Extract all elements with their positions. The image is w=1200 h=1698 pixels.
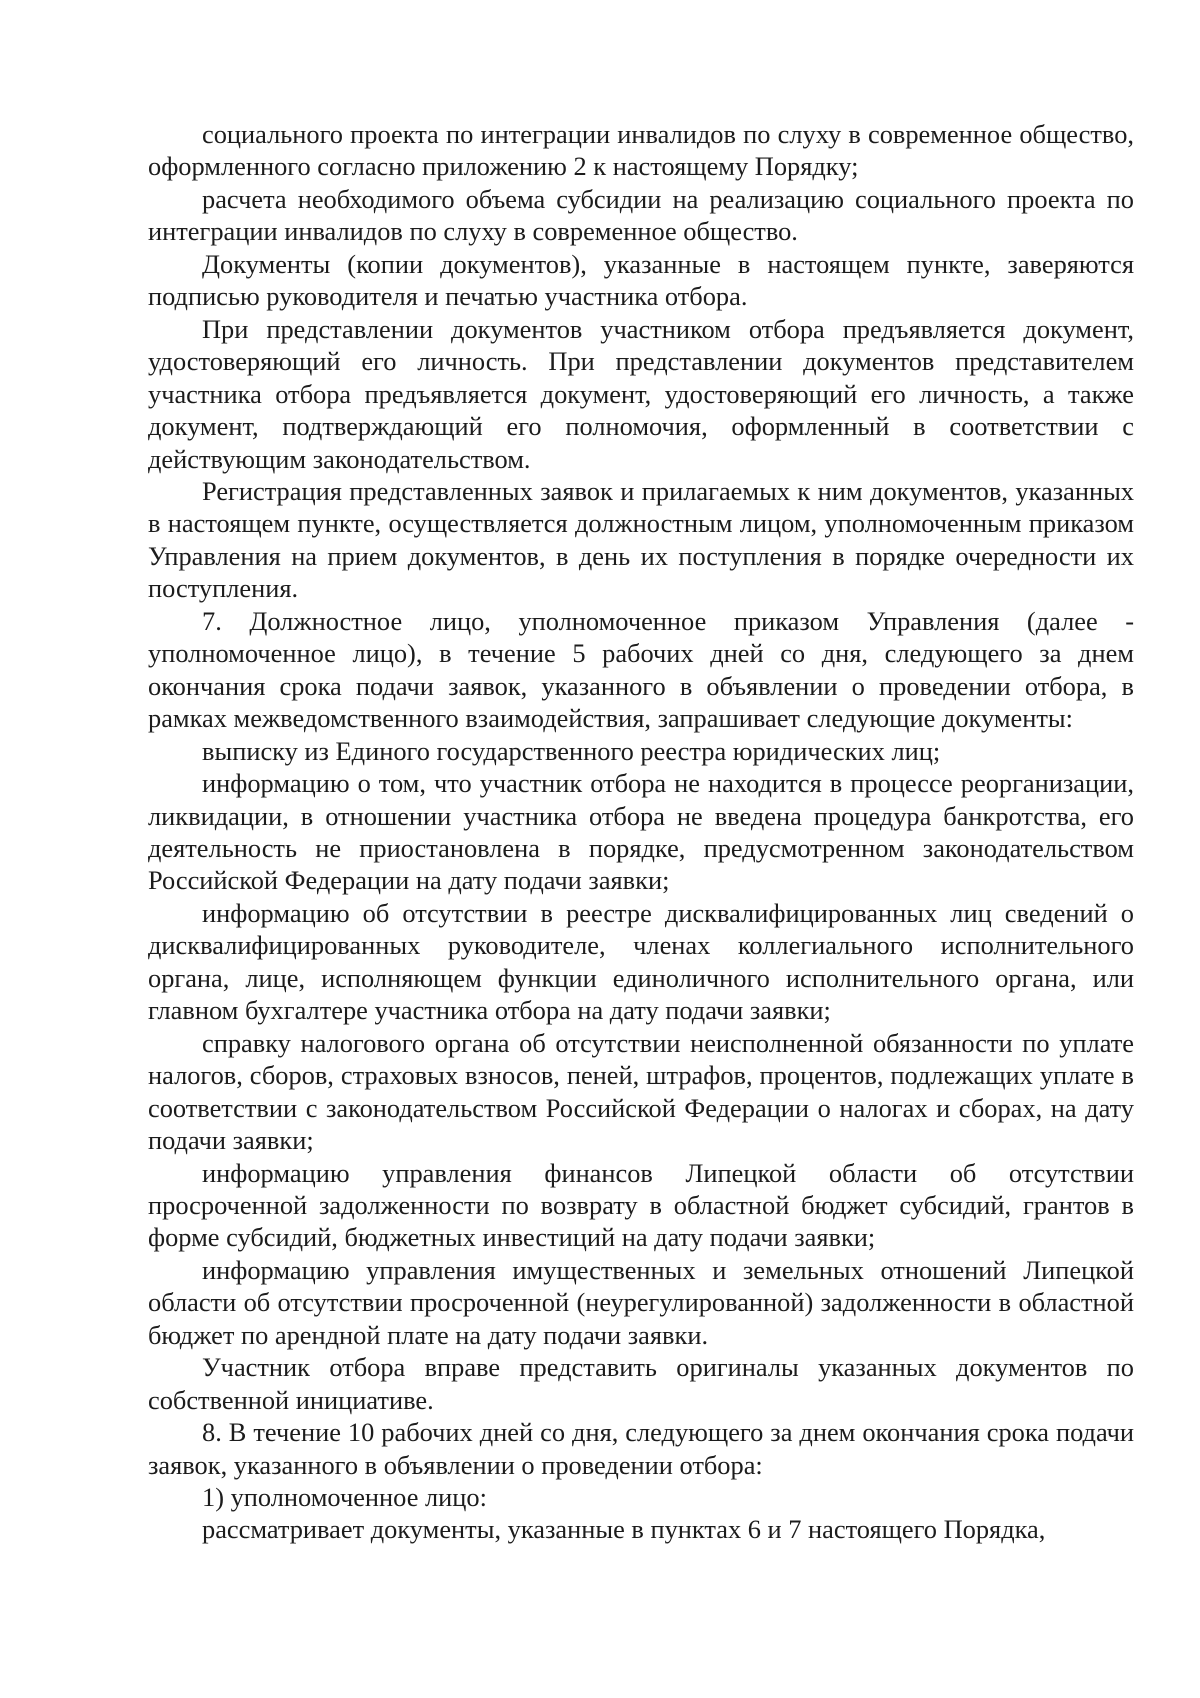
document-page: [148, 118, 1134, 1546]
paragraph: информацию о том, что участник отбора не находится в процессе реорганизации, ликвидации, в отношении участника отбора не введена процедура банкротства, его деятельность не приостановлена в порядке, предусмотренном законодательством Российской Федерации на дату подачи заявки;: [148, 768, 1134, 896]
paragraph: информацию управления финансов Липецкой области об отсутствии просроченной задолженности по возврату в областной бюджет субсидий, грантов в форме субсидий, бюджетных инвестиций на дату подачи заявки;: [148, 1157, 1134, 1253]
paragraph: информацию управления имущественных и земельных отношений Липецкой области об отсутствии просроченной (неурегулированной) задолженности в областной бюджет по арендной плате на дату подачи заявки.: [148, 1254, 1134, 1350]
paragraph: расчета необходимого объема субсидии на реализацию социального проекта по интеграции инвалидов по слуху в современное общество.: [148, 183, 1134, 247]
paragraph: информацию об отсутствии в реестре дисквалифицированных лиц сведений о дисквалифицированных руководителе, членах коллегиального исполнительного органа, лице, исполняющем функции единоличного исполнительного органа, или главном бухгалтере участника отбора на дату подачи заявки;: [148, 897, 1134, 1026]
paragraph: Регистрация представленных заявок и прилагаемых к ним документов, указанных в настоящем пункте, осуществляется должностным лицом, уполномоченным приказом Управления на прием документов, в день их поступления в порядке очередности их поступления.: [148, 475, 1134, 604]
paragraph: социального проекта по интеграции инвалидов по слуху в современное общество, оформленного согласно приложению 2 к настоящему Порядку;: [148, 119, 1134, 182]
paragraph: 1) уполномоченное лицо:: [202, 1482, 487, 1513]
paragraph: Участник отбора вправе представить оригиналы указанных документов по собственной инициативе.: [148, 1352, 1134, 1415]
paragraph: 8. В течение 10 рабочих дней со дня, следующего за днем окончания срока подачи заявок, указанного в объявлении о проведении отбора:: [148, 1417, 1134, 1480]
paragraph: При представлении документов участником отбора предъявляется документ, удостоверяющий его личность. При представлении документов представителем участника отбора предъявляется документ, удостоверяющий его личность, а также документ, подтверждающий его полномочия, оформленный в соответствии с действующим законодательством.: [148, 313, 1134, 474]
paragraph: Документы (копии документов), указанные в настоящем пункте, заверяются подписью руководителя и печатью участника отбора.: [148, 248, 1134, 312]
paragraph: справку налогового органа об отсутствии неисполненной обязанности по уплате налогов, сборов, страховых взносов, пеней, штрафов, процентов, подлежащих уплате в соответствии с законодательством Российской Федерации о налогах и сборах, на дату подачи заявки;: [148, 1027, 1134, 1156]
paragraph: 7. Должностное лицо, уполномоченное приказом Управления (далее - уполномоченное лицо), в течение 5 рабочих дней со дня, следующего за днем окончания срока подачи заявок, указанного в объявлении о проведении отбора, в рамках межведомственного взаимодействия, запрашивает следующие документы:: [148, 605, 1134, 734]
paragraph: выписку из Единого государственного реестра юридических лиц;: [202, 735, 941, 766]
paragraph: рассматривает документы, указанные в пунктах 6 и 7 настоящего Порядка,: [202, 1514, 1046, 1545]
